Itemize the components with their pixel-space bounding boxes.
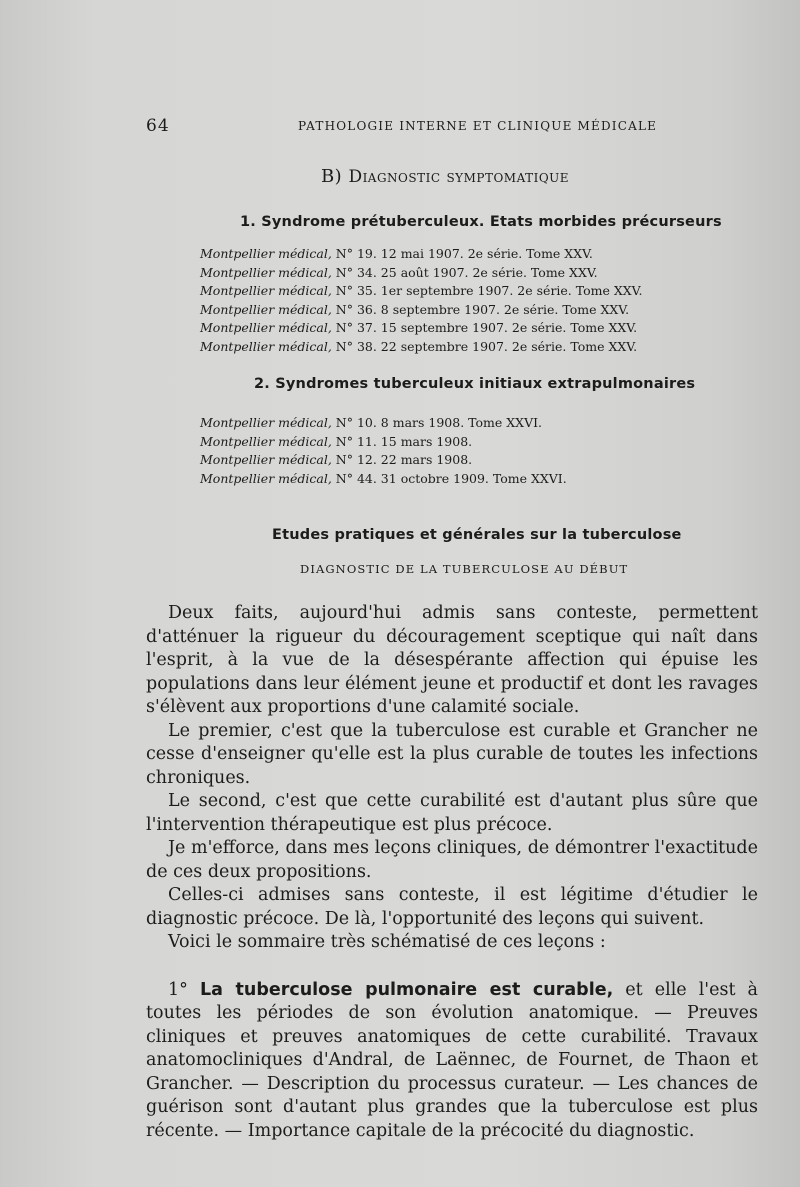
paragraph: Le second, c'est que cette curabilité est d'autant plus sûre que l'intervention thérapeutique est plus précoce. [146, 791, 758, 835]
paragraph: Voici le sommaire très schématisé de ces leçons : [168, 932, 606, 952]
reference-details: N° 12. 22 mars 1908. [335, 452, 473, 467]
reference-details: N° 37. 15 septembre 1907. 2e série. Tome XXV. [335, 320, 638, 335]
journal-name: Montpellier médical, [200, 452, 332, 467]
reference-item [200, 301, 643, 320]
body-text [146, 602, 758, 1143]
journal-name: Montpellier médical, [200, 470, 332, 486]
reference-details: N° 35. 1er septembre 1907. 2e série. Tome XXV. [335, 283, 643, 298]
reference-details: N° 44. 31 octobre 1909. Tome XXVI. [335, 470, 567, 486]
reference-item [200, 245, 643, 264]
point-lead: La tuberculose pulmonaire est curable, [199, 979, 614, 1000]
reference-list-1 [200, 245, 643, 356]
reference-details: N° 19. 12 mai 1907. 2e série. Tome XXV. [335, 246, 593, 261]
journal-name: Montpellier médical, [200, 301, 332, 317]
paragraph: Celles-ci admises sans conteste, il est légitime d'étudier le diagnostic précoce. De là, l'opportunité des leçons qui suivent. [146, 885, 758, 929]
journal-name: Montpellier médical, [200, 320, 332, 335]
subsection-1-title: 1. Syndrome prétuberculeux. Etats morbides précurseurs [240, 214, 722, 230]
reference-item [200, 338, 643, 357]
reference-details: N° 10. 8 mars 1908. Tome XXVI. [335, 415, 543, 430]
reference-item [200, 451, 567, 470]
section-heading [0, 166, 800, 187]
running-head: PATHOLOGIE INTERNE ET CLINIQUE MÉDICALE [298, 119, 658, 133]
reference-details: N° 34. 25 août 1907. 2e série. Tome XXV. [335, 264, 598, 280]
reference-list-2 [200, 414, 567, 488]
page-number: 64 [146, 116, 170, 136]
journal-name: Montpellier médical, [200, 433, 332, 449]
section-letter: B) [320, 166, 343, 187]
reference-details: N° 38. 22 septembre 1907. 2e série. Tome XXV. [335, 338, 638, 354]
studies-title: Etudes pratiques et générales sur la tuberculose [272, 527, 682, 543]
journal-name: Montpellier médical, [200, 246, 332, 261]
reference-item [200, 470, 567, 489]
point-number: 1° [168, 979, 188, 1000]
journal-name: Montpellier médical, [200, 338, 332, 354]
section-title: Diagnostic symptomatique [348, 167, 570, 187]
reference-details: N° 36. 8 septembre 1907. 2e série. Tome XXV. [335, 301, 630, 317]
paragraph: Le premier, c'est que la tuberculose est curable et Grancher ne cesse d'enseigner qu'elle est la plus curable de toutes les infections chroniques. [146, 720, 758, 788]
point-text: et elle l'est à toutes les périodes de son évolution anatomique. — Preuves cliniques et preuves anatomiques de cette curabilité. Travaux anatomocliniques d'Andral, de Laënnec, de Fournet, de Thaon et Grancher. — Description du processus curateur. — Les chances de guérison sont d'autant plus grandes que la tuberculose est plus récente. — Importance capitale de la précocité du diagnostic. [146, 979, 758, 1141]
reference-item [200, 264, 643, 283]
studies-subtitle: DIAGNOSTIC DE LA TUBERCULOSE AU DÉBUT [300, 562, 629, 576]
reference-details: N° 11. 15 mars 1908. [335, 433, 473, 449]
reference-item [200, 282, 643, 301]
journal-name: Montpellier médical, [200, 264, 332, 280]
subsection-2-title: 2. Syndromes tuberculeux initiaux extrapulmonaires [254, 376, 696, 392]
reference-item [200, 433, 567, 452]
reference-item [200, 319, 643, 338]
paragraph: Deux faits, aujourd'hui admis sans conteste, permettent d'atténuer la rigueur du découragement sceptique qui naît dans l'esprit, à la vue de la désespérante affection qui épuise les populations dans leur élément jeune et productif et dont les ravages s'élèvent aux proportions d'une calamité sociale. [146, 603, 758, 717]
journal-name: Montpellier médical, [200, 415, 332, 430]
numbered-point [146, 979, 758, 1144]
paragraph: Je m'efforce, dans mes leçons cliniques, de démontrer l'exactitude de ces deux propositions. [146, 838, 758, 882]
journal-name: Montpellier médical, [200, 283, 332, 298]
reference-item [200, 414, 567, 433]
